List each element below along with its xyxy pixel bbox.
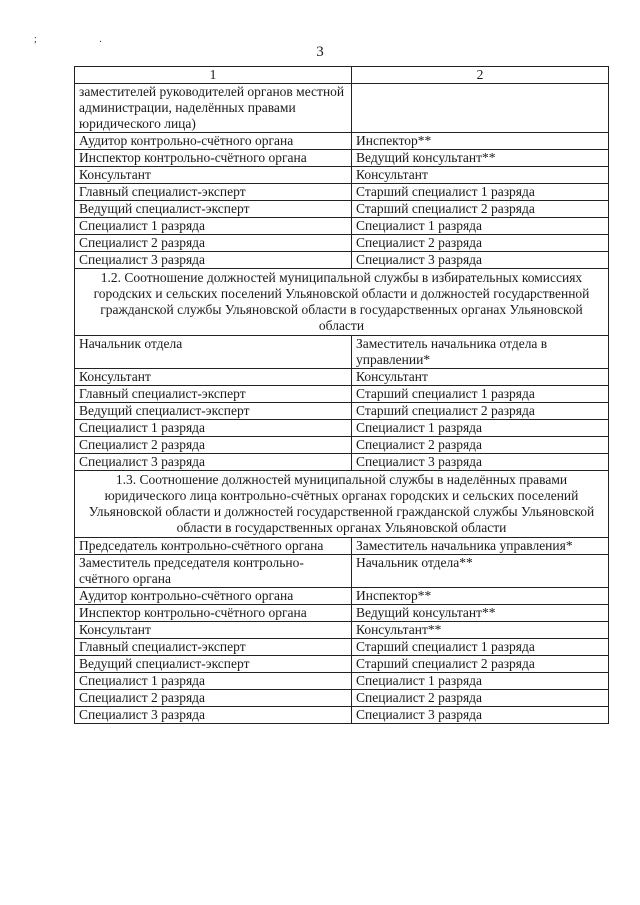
state-position-cell: Специалист 1 разряда [352,673,609,690]
table-row [75,252,609,269]
table-row [75,420,609,437]
municipal-position-cell: Инспектор контрольно-счётного органа [75,605,352,622]
municipal-position-cell: Специалист 2 разряда [75,235,352,252]
municipal-position-cell: Консультант [75,622,352,639]
section-heading: 1.3. Соотношение должностей муниципальной службы в наделённых правами юридического лица контрольно-счётных органах городских и сельских поселений Ульяновской области и должностей государственной гражданской службы Ульяновской области в государственных органах Ульяновской области [75,471,609,538]
municipal-position-cell: Специалист 1 разряда [75,673,352,690]
municipal-position-cell: Главный специалист-эксперт [75,184,352,201]
state-position-cell: Инспектор** [352,133,609,150]
state-position-cell: Старший специалист 2 разряда [352,201,609,218]
table-row [75,555,609,588]
table-row [75,150,609,167]
table-row [75,403,609,420]
state-position-cell: Начальник отдела** [352,555,609,588]
state-position-cell: Специалист 2 разряда [352,690,609,707]
state-position-cell: Старший специалист 1 разряда [352,639,609,656]
state-position-cell: Консультант** [352,622,609,639]
table-header-row [75,67,609,84]
state-position-cell: Специалист 1 разряда [352,420,609,437]
municipal-position-cell: Специалист 2 разряда [75,690,352,707]
state-position-cell: Специалист 3 разряда [352,252,609,269]
state-position-cell: Инспектор** [352,588,609,605]
state-position-cell [352,84,609,133]
section-heading-row [75,471,609,538]
positions-table [74,66,609,724]
table-row [75,336,609,369]
table-row [75,538,609,555]
municipal-position-cell: Консультант [75,369,352,386]
state-position-cell: Заместитель начальника отдела в управлении* [352,336,609,369]
municipal-position-cell: Специалист 3 разряда [75,454,352,471]
table-row [75,386,609,403]
municipal-position-cell: Специалист 1 разряда [75,420,352,437]
state-position-cell: Специалист 2 разряда [352,235,609,252]
section-heading-row [75,269,609,336]
state-position-cell: Старший специалист 1 разряда [352,386,609,403]
table-row [75,639,609,656]
table-row [75,454,609,471]
municipal-position-cell: Специалист 2 разряда [75,437,352,454]
table-row [75,369,609,386]
state-position-cell: Специалист 2 разряда [352,437,609,454]
municipal-position-cell: Аудитор контрольно-счётного органа [75,133,352,150]
state-position-cell: Старший специалист 2 разряда [352,656,609,673]
state-position-cell: Специалист 3 разряда [352,707,609,724]
section-heading: 1.2. Соотношение должностей муниципальной службы в избирательных комиссиях городских и сельских поселений Ульяновской области и должностей государственной гражданской службы Ульяновской области в государственных органах Ульяновской области [75,269,609,336]
table-row [75,690,609,707]
municipal-position-cell: Председатель контрольно-счётного органа [75,538,352,555]
state-position-cell: Ведущий консультант** [352,605,609,622]
table-row [75,184,609,201]
municipal-position-cell: Начальник отдела [75,336,352,369]
table-row [75,605,609,622]
municipal-position-cell: Специалист 3 разряда [75,252,352,269]
table-row [75,707,609,724]
municipal-position-cell: Консультант [75,167,352,184]
municipal-position-cell: Главный специалист-эксперт [75,639,352,656]
table-row [75,656,609,673]
state-position-cell: Специалист 3 разряда [352,454,609,471]
column-header-1: 1 [75,67,352,84]
column-header-2: 2 [352,67,609,84]
municipal-position-cell: Ведущий специалист-эксперт [75,656,352,673]
table-row [75,588,609,605]
table-row [75,201,609,218]
state-position-cell: Ведущий консультант** [352,150,609,167]
municipal-position-cell: Инспектор контрольно-счётного органа [75,150,352,167]
state-position-cell: Консультант [352,167,609,184]
table-row [75,673,609,690]
municipal-position-cell: Аудитор контрольно-счётного органа [75,588,352,605]
state-position-cell: Заместитель начальника управления* [352,538,609,555]
municipal-position-cell: Заместитель председателя контрольно-счётного органа [75,555,352,588]
state-position-cell: Старший специалист 1 разряда [352,184,609,201]
table-row [75,133,609,150]
municipal-position-cell: заместителей руководителей органов местной администрации, наделённых правами юридического лица) [75,84,352,133]
municipal-position-cell: Специалист 3 разряда [75,707,352,724]
table-row [75,84,609,133]
municipal-position-cell: Главный специалист-эксперт [75,386,352,403]
page-marks: ; . [34,34,132,45]
table-row [75,167,609,184]
municipal-position-cell: Ведущий специалист-эксперт [75,201,352,218]
state-position-cell: Специалист 1 разряда [352,218,609,235]
state-position-cell: Консультант [352,369,609,386]
table-row [75,218,609,235]
table-row [75,437,609,454]
municipal-position-cell: Ведущий специалист-эксперт [75,403,352,420]
municipal-position-cell: Специалист 1 разряда [75,218,352,235]
table-row [75,235,609,252]
page-number: 3 [316,44,324,60]
table-row [75,622,609,639]
state-position-cell: Старший специалист 2 разряда [352,403,609,420]
